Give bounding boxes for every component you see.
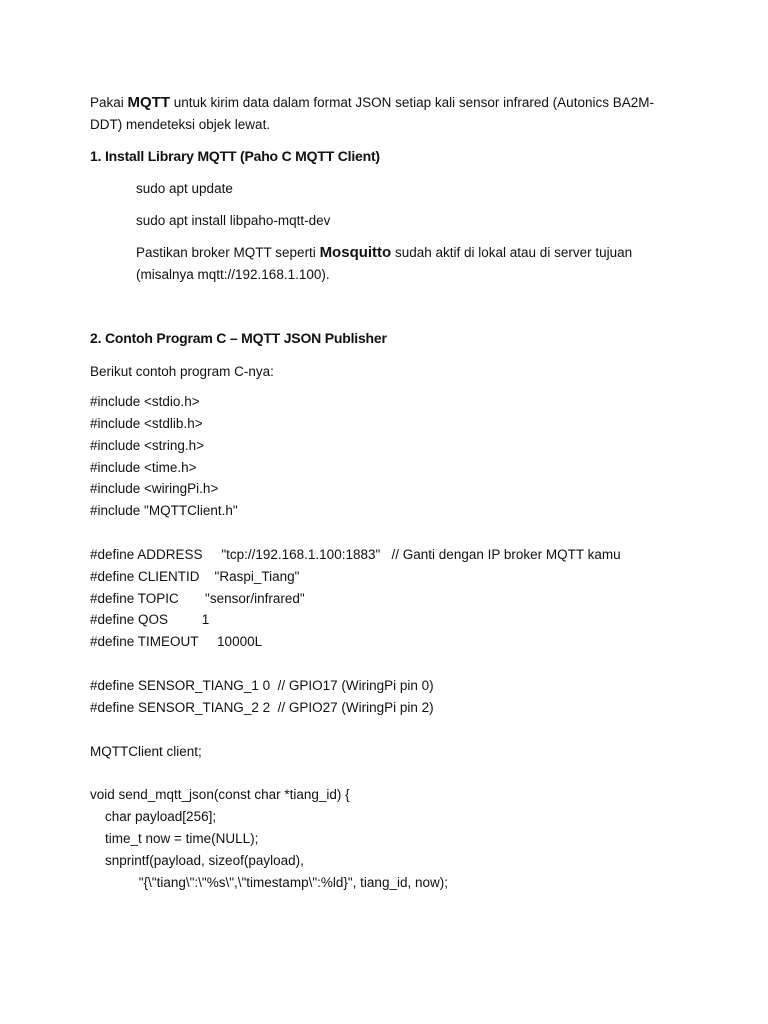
code-line: char payload[256]; [90,809,217,825]
code-line: "{\"tiang\":\"%s\",\"timestamp\":%ld}", tiang_id, now); [90,874,448,890]
section2-heading: 2. Contoh Program C – MQTT JSON Publisher [90,330,387,346]
code-line: #define SENSOR_TIANG_2 2 // GPIO27 (WiringPi pin 2) [90,699,434,715]
code-line: #define QOS 1 [90,612,210,628]
code-line: #define TOPIC "sensor/infrared" [90,590,305,606]
section2-intro: Berikut contoh program C-nya: [90,364,274,379]
code-line: #include <stdio.h> [90,394,200,409]
code-line [90,762,621,784]
intro-suffix: untuk kirim data dalam format JSON setiap kali sensor infrared (Autonics BA2M-DDT) mendeteksi objek lewat. [90,95,654,132]
code-line: void send_mqtt_json(const char *tiang_id) { [90,787,350,803]
code-line: #include "MQTTClient.h" [90,503,238,519]
code-block [90,391,621,893]
section1-cmd-install: sudo apt install libpaho-mqtt-dev [136,213,331,228]
intro-paragraph [90,92,680,136]
code-line: #include <stdlib.h> [90,415,203,431]
section1-cmd-update: sudo apt update [136,181,233,196]
code-line: #define SENSOR_TIANG_1 0 // GPIO17 (WiringPi pin 0) [90,677,434,693]
code-line [90,653,621,675]
code-line: snprintf(payload, sizeof(payload), [90,852,304,868]
section1-heading: 1. Install Library MQTT (Paho C MQTT Client) [90,148,380,164]
code-line: #include <time.h> [90,459,197,475]
code-line: #include <string.h> [90,437,205,453]
note-suffix: sudah aktif di lokal atau di server tujuan (misalnya mqtt://192.168.1.100). [136,245,633,282]
code-line: #include <wiringPi.h> [90,481,219,497]
code-line: time_t now = time(NULL); [90,830,259,846]
note-prefix: Pastikan broker MQTT seperti [136,245,320,260]
code-line: #define CLIENTID "Raspi_Tiang" [90,568,300,584]
code-line: #define ADDRESS "tcp://192.168.1.100:1883" // Ganti dengan IP broker MQTT kamu [90,546,621,562]
code-line [90,522,621,544]
note-mosquitto-keyword: Mosquitto [319,244,392,261]
code-line: MQTTClient client; [90,743,202,759]
intro-prefix: Pakai [90,95,128,110]
code-line: #define TIMEOUT 10000L [90,634,263,650]
intro-mqtt-keyword: MQTT [127,94,171,111]
section1-broker-note [136,242,676,286]
code-line [90,719,621,741]
